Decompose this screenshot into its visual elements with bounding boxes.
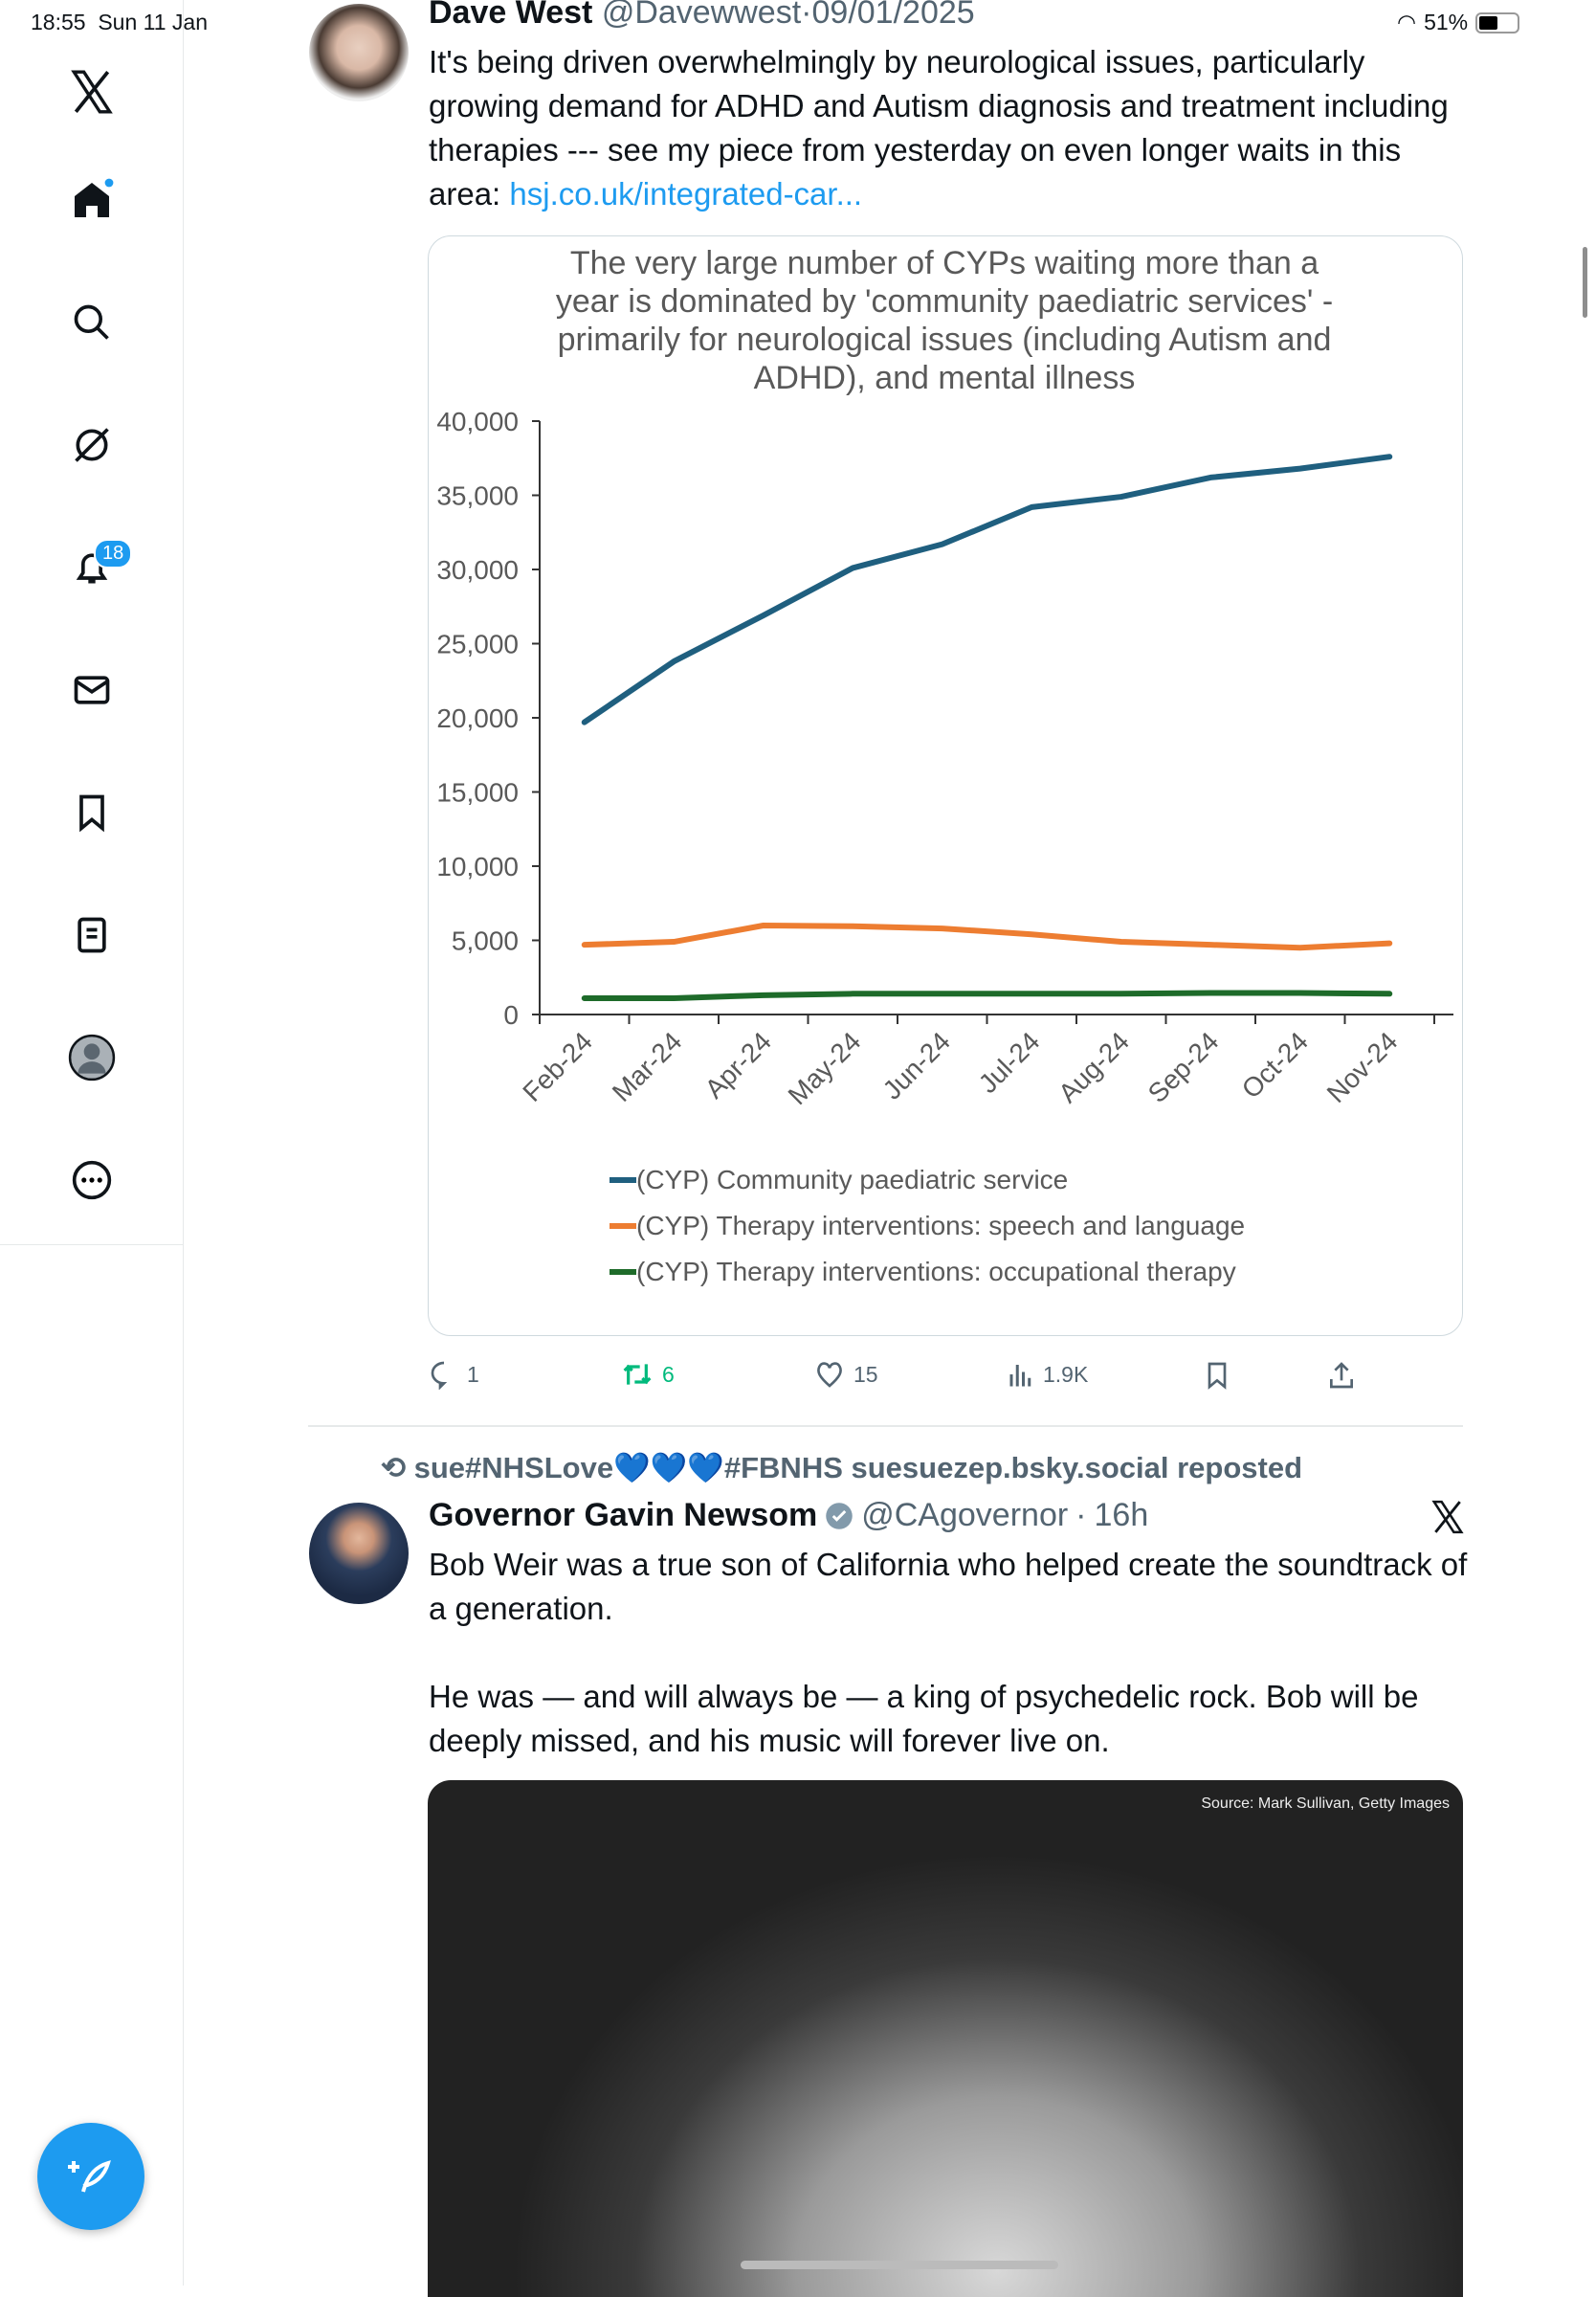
tweet-text: Bob Weir was a true son of California who helped create the soundtrack of a generation. He was — and will always be — a king of psychedelic rock. Bob will be deeply missed, and his music will forever live on. (429, 1543, 1472, 1763)
y-tick-label: 0 (503, 1000, 519, 1030)
author-handle[interactable]: @Davewwest (602, 0, 801, 31)
x-source-icon[interactable] (1430, 1499, 1466, 1540)
x-tick-label: Mar-24 (607, 1026, 688, 1107)
x-tick-label: Oct-24 (1236, 1026, 1314, 1104)
bookmarks-icon[interactable] (59, 780, 124, 845)
tweet-header (429, 1497, 1148, 1534)
tweet-header (429, 0, 975, 32)
compose-button[interactable] (37, 2123, 144, 2230)
status-icons (1397, 10, 1519, 35)
repost-indicator[interactable]: ⟲ sue#NHSLove💙💙💙#FBNHS suesuezep.bsky.social reposted (381, 1450, 1302, 1485)
y-tick-label: 10,000 (436, 852, 519, 881)
compose-icon (68, 2153, 114, 2199)
views-button[interactable]: 1.9K (1007, 1359, 1088, 1390)
photo-credit: Source: Mark Sullivan, Getty Images (1201, 1795, 1450, 1813)
battery-icon (1475, 12, 1519, 33)
x-tick-label: Aug-24 (1053, 1026, 1135, 1108)
x-tick-label: Jun-24 (877, 1026, 956, 1104)
series-line-1 (585, 457, 1390, 722)
notifications-icon[interactable] (59, 535, 124, 600)
status-time: 18:55 Sun 11 Jan (31, 10, 208, 35)
y-tick-label: 30,000 (436, 555, 519, 585)
profile-icon[interactable] (59, 1025, 124, 1090)
y-tick-label: 5,000 (452, 926, 519, 956)
bookmark-icon (1202, 1359, 1232, 1392)
share-button[interactable] (1326, 1359, 1357, 1392)
series-line-3 (585, 993, 1390, 998)
line-chart (428, 235, 1463, 1336)
tweet-text: It's being driven overwhelmingly by neurological issues, particularly growing demand for ADHD and Autism diagnosis and treatment including therapies --- see my piece from yesterday on even longer waits in this area: hsj.co.uk/integrated-car... (429, 40, 1462, 216)
grok-icon[interactable] (59, 413, 124, 478)
y-tick-label: 35,000 (436, 481, 519, 511)
tweet-photo[interactable] (428, 1780, 1463, 2297)
author-handle[interactable]: @CAgovernor (861, 1497, 1068, 1534)
search-icon[interactable] (59, 290, 124, 355)
article-link[interactable]: hsj.co.uk/integrated-car... (509, 176, 862, 212)
x-tick-label: Jul-24 (973, 1026, 1046, 1099)
x-tick-label: May-24 (783, 1026, 867, 1110)
avatar-dave-west[interactable] (309, 4, 409, 101)
messages-icon[interactable] (59, 658, 124, 723)
sidebar (0, 0, 184, 2286)
author-name[interactable]: Governor Gavin Newsom (429, 1497, 817, 1534)
separator: · (1075, 1497, 1086, 1534)
x-tick-label: Nov-24 (1321, 1026, 1404, 1108)
repost-icon (620, 1359, 654, 1390)
share-icon (1326, 1359, 1357, 1392)
home-icon[interactable] (59, 167, 124, 233)
scrollbar[interactable] (1583, 247, 1587, 318)
chart-title: The very large number of CYPs waiting more than a year is dominated by 'community paediatric services' -primarily for neurological issues (including Autism and ADHD), and mental illness (556, 245, 1333, 396)
x-tick-label: Sep-24 (1142, 1026, 1225, 1108)
series-line-2 (585, 925, 1390, 948)
lists-icon[interactable] (59, 903, 124, 968)
repost-small-icon: ⟲ (381, 1451, 406, 1484)
tweet-divider (308, 1425, 1463, 1427)
y-tick-label: 15,000 (436, 778, 519, 808)
home-indicator (741, 2261, 1058, 2269)
more-icon[interactable] (59, 1148, 124, 1213)
x-tick-label: Feb-24 (517, 1026, 598, 1107)
x-logo-icon[interactable] (59, 59, 124, 124)
y-tick-label: 20,000 (436, 703, 519, 733)
repost-button[interactable]: 6 (620, 1359, 675, 1390)
tweet-time[interactable]: 16h (1095, 1497, 1149, 1534)
heart-icon (813, 1359, 846, 1390)
separator: · (801, 0, 811, 31)
legend-label: (CYP) Therapy interventions: occupational therapy (636, 1257, 1236, 1286)
bookmark-button[interactable] (1202, 1359, 1232, 1392)
views-icon (1007, 1359, 1035, 1390)
reply-icon (429, 1359, 459, 1390)
y-tick-label: 40,000 (436, 407, 519, 436)
like-button[interactable]: 15 (813, 1359, 878, 1390)
avatar-gavin-newsom[interactable] (309, 1503, 409, 1604)
battery-percent: 51% (1424, 10, 1468, 35)
notifications-badge: 18 (94, 539, 132, 569)
x-tick-label: Apr-24 (699, 1026, 777, 1104)
legend-label: (CYP) Therapy interventions: speech and language (636, 1211, 1245, 1240)
y-tick-label: 25,000 (436, 630, 519, 659)
reply-button[interactable]: 1 (429, 1359, 479, 1390)
verified-badge-icon (825, 1502, 853, 1530)
author-name[interactable]: Dave West (429, 0, 592, 31)
tweet-date[interactable]: 09/01/2025 (812, 0, 975, 31)
legend-label: (CYP) Community paediatric service (636, 1165, 1068, 1194)
sidebar-divider (0, 1244, 184, 1245)
wifi-icon: ◠ (1397, 10, 1416, 35)
